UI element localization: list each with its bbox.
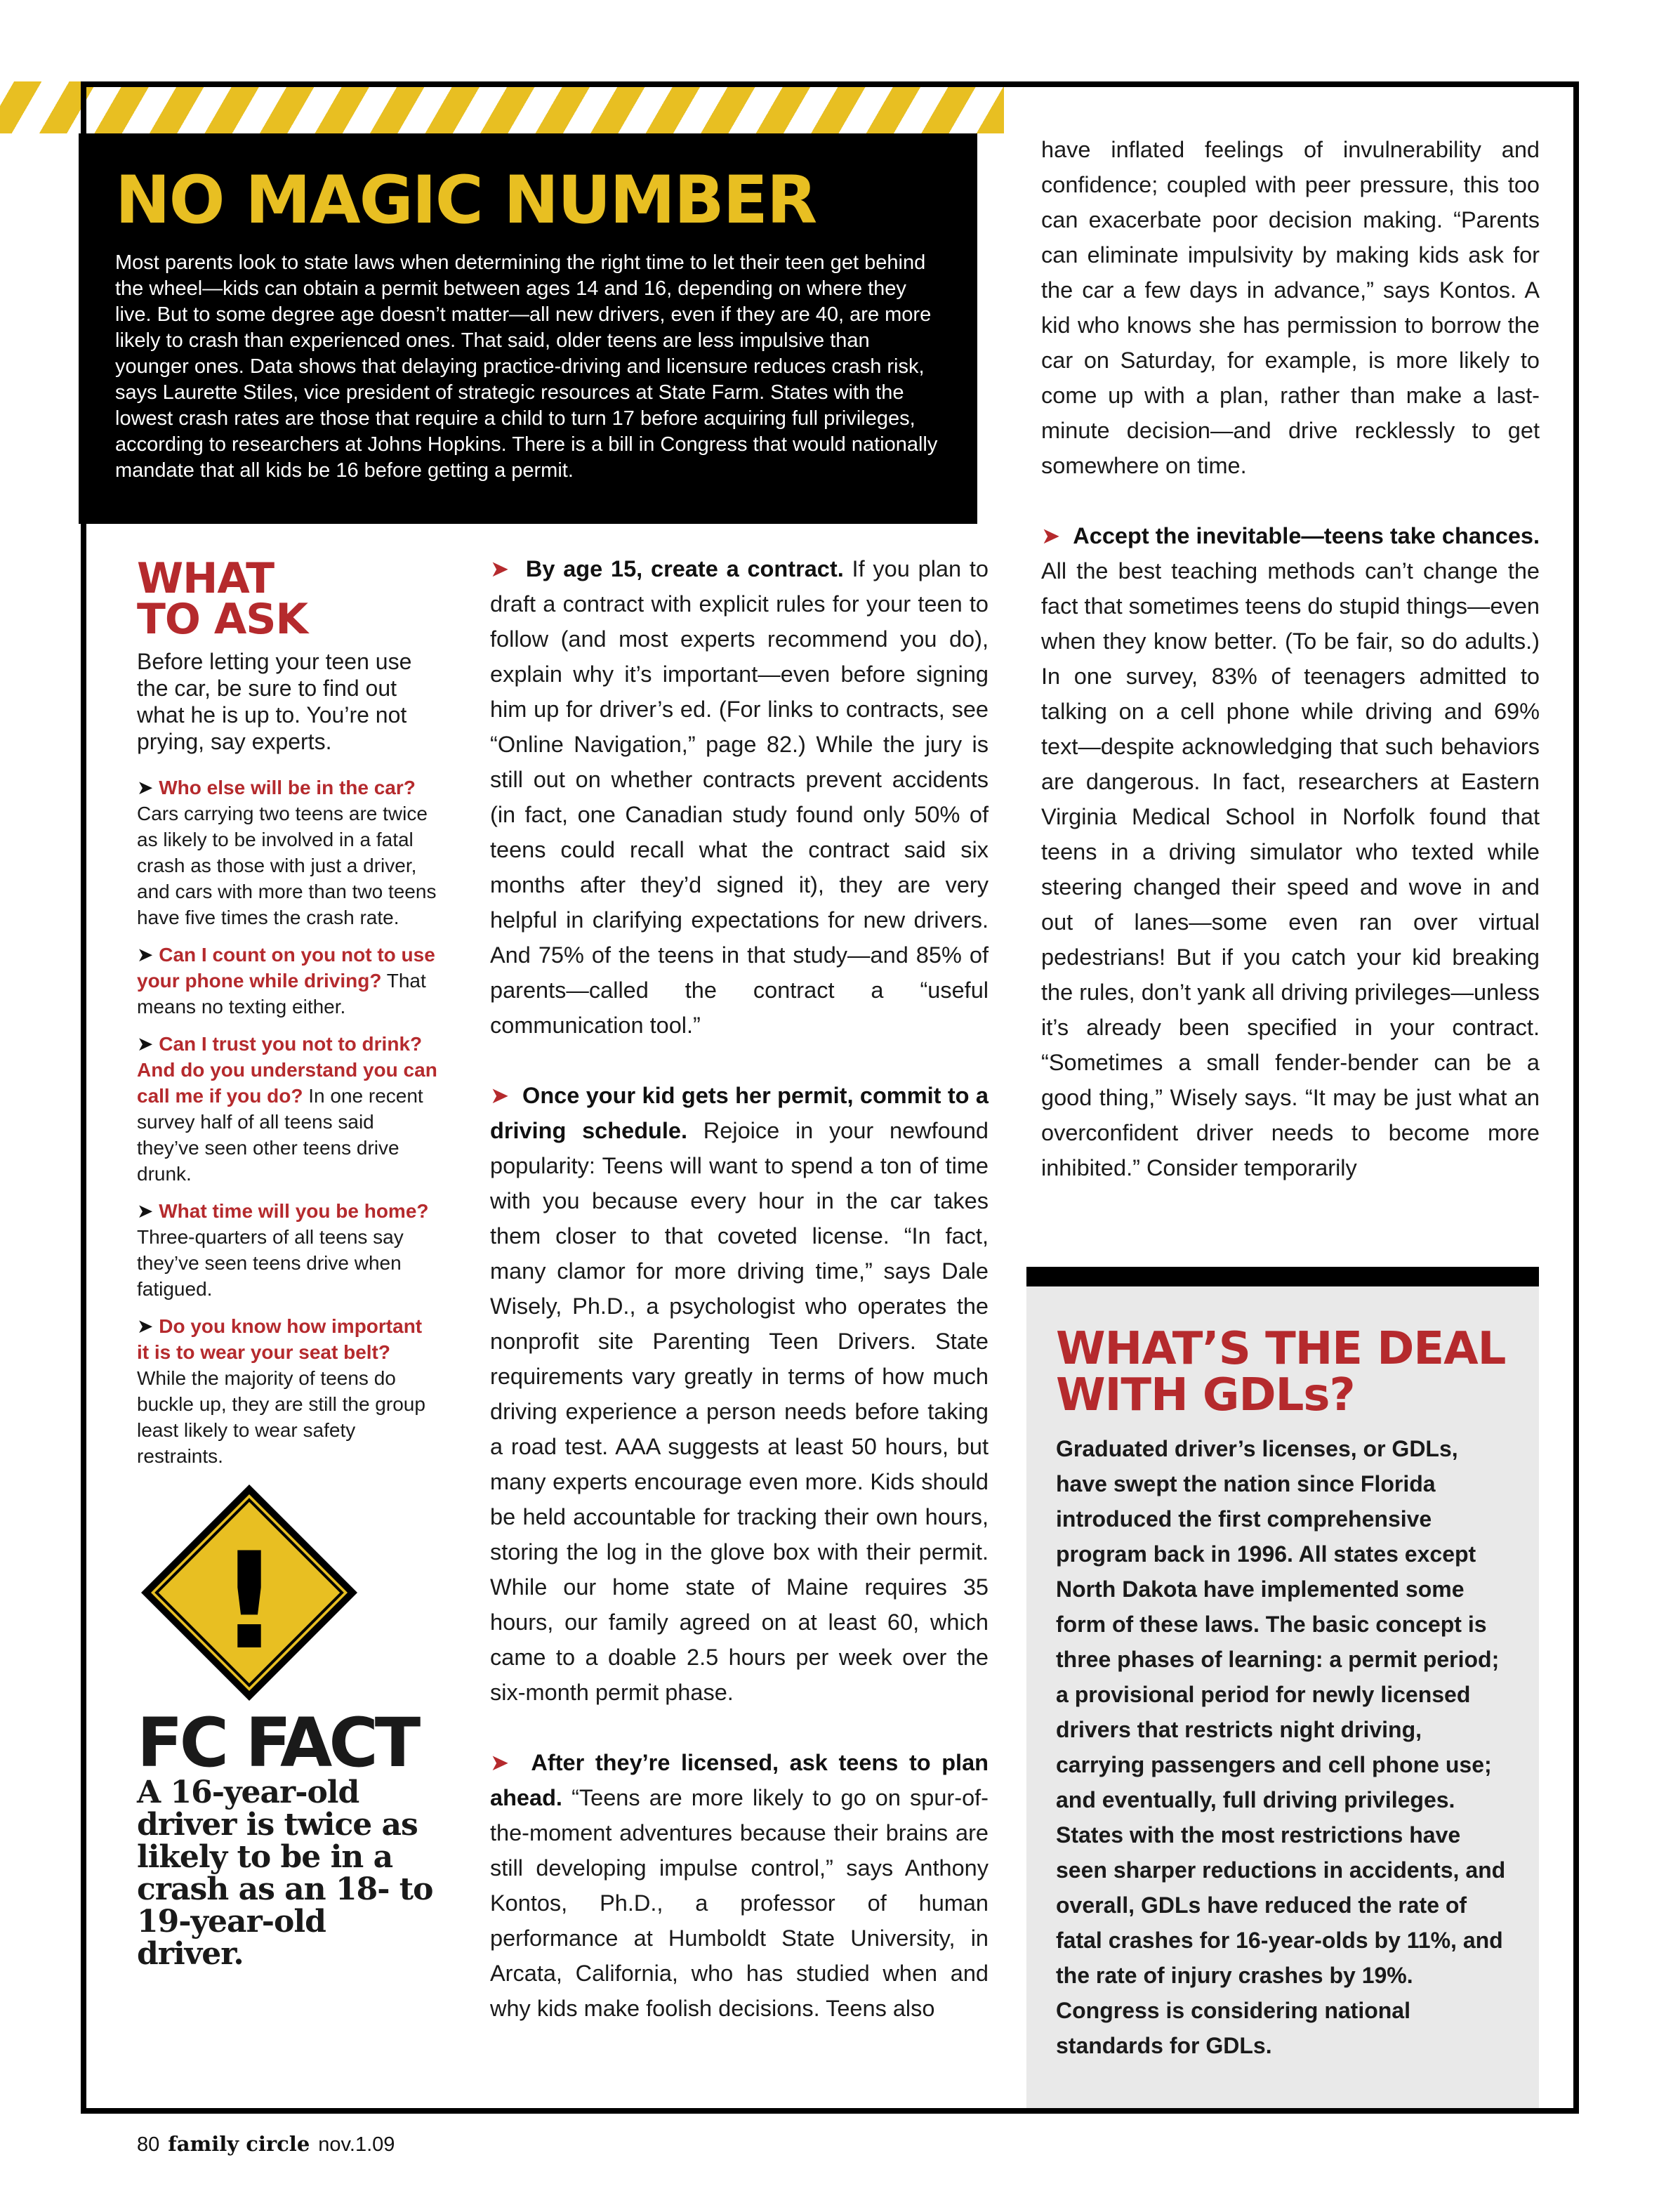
fc-fact-title: FC FACT xyxy=(137,1704,418,1782)
article-column-right xyxy=(1041,132,1540,1220)
gdl-title-line2: WITH GDLs? xyxy=(1056,1369,1355,1421)
warning-sign-glyph: ! xyxy=(218,1524,280,1679)
article-paragraph xyxy=(490,1745,989,2026)
question-item xyxy=(137,1313,439,1469)
arrow-icon: ➤ xyxy=(490,1750,510,1775)
arrow-icon: ➤ xyxy=(490,556,510,581)
question-detail: Cars carrying two teens are twice as likely to be involved in a fatal crash as those with just a driver, and cars with more than two teens have five times the crash rate. xyxy=(137,803,437,928)
question-detail: In one recent survey half of all teens said they’ve seen other teens drive drunk. xyxy=(137,1085,423,1185)
intro-text: Most parents look to state laws when determining the right time to let their teen get behind the wheel—kids can obtain a permit between ages 14 and 16, depending on where they live. But to some degree age doesn’t matter—all new drivers, even if they are 40, are more likely to crash than experienced ones. That said, older teens are less impulsive than younger ones. Data shows that delaying practice-driving and licensure reduces crash risk, says Laurette Stiles, vice president of strategic resources at State Farm. States with the lowest crash rates are those that require a child to turn 17 before acquiring full privileges, according to researchers at Johns Hopkins. There is a bill in Congress that would nationally mandate that all kids be 16 before getting a permit. xyxy=(115,251,938,482)
question-detail: While the majority of teens do buckle up, they are still the group least likely to wear safety restraints. xyxy=(137,1367,425,1467)
paragraph-text: If you plan to draft a contract with explicit rules for your teen to follow (and most experts recommend you do), explain why it’s important—even before signing him up for driver’s ed. (For links to contracts, see “Online Navigation,” page 82.) While the jury is still out on whether contracts prevent accidents (in fact, one Canadian study found only 50% of teens could recall what the contract said six months after they’d signed it), they are very helpful in clarifying expectations for new drivers. And 75% of the teens in that study—and 85% of parents—called the contract a “useful communication tool.” xyxy=(490,556,989,1038)
page-footer xyxy=(137,2132,395,2157)
question-text: Can I count on you not to use your phone while driving? xyxy=(137,944,435,992)
what-to-ask-title-line2: TO ASK xyxy=(137,595,308,644)
gdl-sidebar xyxy=(1026,1286,1539,2108)
arrow-icon: ➤ xyxy=(137,1033,154,1055)
arrow-icon: ➤ xyxy=(137,944,154,966)
paragraph-text: “Teens are more likely to go on spur-of-the-moment adventures because their brains are still developing impulse control,” says Anthony Kontos, Ph.D., a professor of human performance at Humboldt State University, in Arcata, California, who has studied when and why kids make foolish decisions. Teens also xyxy=(490,1785,989,2021)
paragraph-lead: By age 15, create a contract. xyxy=(525,556,844,581)
arrow-icon: ➤ xyxy=(490,1083,510,1108)
article-paragraph xyxy=(1041,518,1540,1185)
question-text: Who else will be in the car? xyxy=(159,777,416,798)
question-detail: Three-quarters of all teens say they’ve seen teens drive when fatigued. xyxy=(137,1226,404,1300)
article-column-middle xyxy=(490,551,989,2061)
intro-title: NO MAGIC NUMBER xyxy=(115,162,817,239)
what-to-ask-title-line1: WHAT xyxy=(137,554,275,603)
paragraph-text: All the best teaching methods can’t change the fact that sometimes teens do stupid things—even when they know better. (To be fair, so do adults.) In one survey, 83% of teenagers admitted to talking on a cell phone while driving and 69% text—despite acknowledging that such behaviors are dangerous. In fact, researchers at Eastern Virginia Medical School in Norfolk found that teens in a driving simulator who texted while steering changed their speed and wove in and out of lanes—some even ran over virtual pedestrians! But if you catch your kid breaking the rules, don’t yank all driving privileges—unless it’s already been specified in your contract. “Sometimes a small fender-bender can be a good thing,” Wisely says. “It may be just what an overconfident driver needs to become more inhibited.” Consider temporarily xyxy=(1041,558,1540,1180)
issue-date: nov.1.09 xyxy=(318,2133,395,2156)
paragraph-lead: After they’re licensed, ask teens to plan ahead. xyxy=(490,1750,989,1810)
gdl-title-line1: WHAT’S THE DEAL xyxy=(1056,1323,1506,1375)
what-to-ask-sidebar xyxy=(137,554,439,1972)
article-paragraph-continued: have inflated feelings of invulnerability and confidence; coupled with peer pressure, this too can exacerbate poor decision making. “Parents can eliminate impulsivity by making kids ask for the car a few days in advance,” says Kontos. A kid who knows she has permission to borrow the car on Saturday, for example, is more likely to come up with a plan, rather than make a last-minute decision—and drive recklessly to get somewhere on time. xyxy=(1041,137,1540,478)
arrow-icon: ➤ xyxy=(137,1200,154,1222)
paragraph-lead: Accept the inevitable—teens take chances. xyxy=(1073,523,1540,548)
arrow-icon: ➤ xyxy=(137,777,154,798)
question-item xyxy=(137,775,439,930)
arrow-icon: ➤ xyxy=(1041,523,1061,548)
question-text: Do you know how important it is to wear your seat belt? xyxy=(137,1315,423,1363)
what-to-ask-title xyxy=(137,554,439,644)
gdl-top-bar xyxy=(1026,1267,1539,1286)
arrow-icon: ➤ xyxy=(137,1315,154,1337)
paragraph-text: Rejoice in your newfound popularity: Teens will want to spend a ton of time with you because every hour in the car takes them closer to that coveted license. “In fact, many clamor for more driving time,” says Dale Wisely, Ph.D., a psychologist who operates the nonprofit site Parenting Teen Drivers. State requirements vary greatly in terms of how much driving experience a person needs before taking a road test. AAA suggests at least 50 hours, but many experts encourage even more. Kids should be held accountable for tracking their own hours, storing the log in the glove box with their permit. While our home state of Maine requires 35 hours, our family agreed on at least 60, which came to a doable 2.5 hours per week over the six-month permit phase. xyxy=(490,1118,989,1705)
gdl-title xyxy=(1056,1323,1514,1421)
magazine-name: family circle xyxy=(168,2132,310,2156)
article-paragraph xyxy=(490,551,989,1043)
what-to-ask-intro: Before letting your teen use the car, be sure to find out what he is up to. You’re not prying, say experts. xyxy=(137,649,412,754)
gdl-text: Graduated driver’s licenses, or GDLs, have swept the nation since Florida introduced the first comprehensive program back in 1996. All states except North Dakota have implemented some form of these laws. The basic concept is three phases of learning: a permit period; a provisional period for newly licensed drivers that restricts night driving, carrying passengers and cell phone use; and eventually, full driving privileges. States with the most restrictions have seen sharper reductions in accidents, and overall, GDLs have reduced the rate of fatal crashes for 16-year-olds by 11%, and the rate of injury crashes by 19%. Congress is considering national standards for GDLs. xyxy=(1056,1436,1506,2058)
question-item xyxy=(137,1198,439,1302)
question-detail: That means no texting either. xyxy=(137,970,426,1018)
question-item xyxy=(137,942,439,1020)
warning-sign-icon xyxy=(137,1480,362,1705)
paragraph-lead: Once your kid gets her permit, commit to a driving schedule. xyxy=(490,1083,989,1143)
fc-fact-text: A 16-year-old driver is twice as likely to be in a crash as an 18- to 19-year-old driver. xyxy=(137,1775,433,1972)
question-item xyxy=(137,1031,439,1187)
question-text: What time will you be home? xyxy=(159,1200,429,1222)
page-number: 80 xyxy=(137,2133,160,2156)
question-text: Can I trust you not to drink? And do you understand you can call me if you do? xyxy=(137,1033,437,1107)
article-paragraph xyxy=(490,1078,989,1710)
intro-box xyxy=(79,133,977,524)
